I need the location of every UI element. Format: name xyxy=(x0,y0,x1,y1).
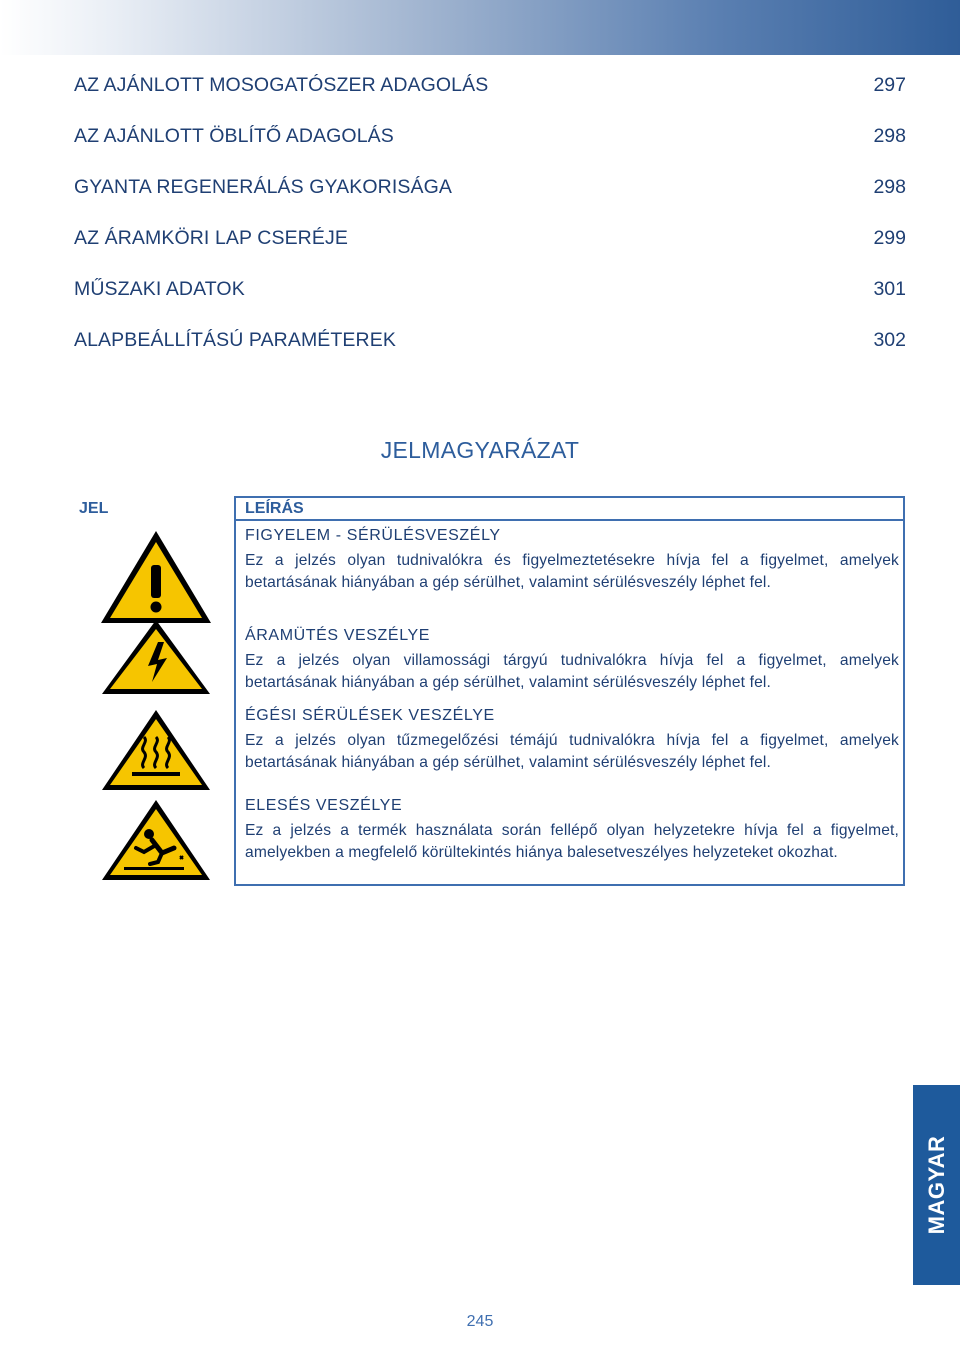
legend-entry-text: Ez a jelzés olyan tudnivalókra és figyelmeztetésekre hívja fel a figyelmet, amelyek betartásának hiányában a gép sérülhet, valamint sérülésveszély léphet fel. xyxy=(245,552,899,591)
legend-entry-title: ÉGÉSI SÉRÜLÉSEK VESZÉLYE xyxy=(245,707,495,724)
language-tab-label: MAGYAR xyxy=(923,1135,949,1235)
legend-entry xyxy=(245,797,899,864)
electric-shock-icon xyxy=(100,618,212,696)
legend-entry-text: Ez a jelzés a termék használata során fellépő olyan helyzetekre hívja fel a figyelmet, amelyekben a megfelelő körültekintés hiánya balesetveszélyes helyzeteket okozhat. xyxy=(245,822,899,861)
legend-entry xyxy=(245,707,899,774)
toc-page: 297 xyxy=(873,74,906,96)
table-of-contents xyxy=(74,60,906,366)
toc-row[interactable] xyxy=(74,264,906,315)
legend-column-symbol: JEL xyxy=(79,500,109,517)
legend-entry xyxy=(245,627,899,694)
toc-page: 301 xyxy=(873,278,906,300)
legend-entry xyxy=(245,527,899,594)
legend-entry-title: FIGYELEM - SÉRÜLÉSVESZÉLY xyxy=(245,527,501,544)
legend-entry-title: ELESÉS VESZÉLYE xyxy=(245,797,403,814)
legend-entry-text: Ez a jelzés olyan tűzmegelőzési témájú tudnivalókra hívja fel a figyelmet, amelyek betartásának hiányában a gép sérülhet, valamint sérülésveszély léphet fel. xyxy=(245,732,899,771)
toc-row[interactable] xyxy=(74,315,906,366)
toc-label: MŰSZAKI ADATOK xyxy=(74,278,245,300)
toc-label: AZ ÁRAMKÖRI LAP CSERÉJE xyxy=(74,227,348,249)
toc-row[interactable] xyxy=(74,162,906,213)
toc-row[interactable] xyxy=(74,60,906,111)
toc-label: AZ AJÁNLOTT ÖBLÍTŐ ADAGOLÁS xyxy=(74,125,394,147)
language-tab[interactable] xyxy=(913,1085,960,1285)
page-number: 245 xyxy=(466,1313,494,1330)
warning-exclamation-icon xyxy=(98,528,214,626)
toc-row[interactable] xyxy=(74,213,906,264)
slip-fall-icon xyxy=(100,798,212,882)
toc-page: 298 xyxy=(873,125,906,147)
header-gradient-bar xyxy=(0,0,960,55)
legend-column-description: LEÍRÁS xyxy=(245,500,304,517)
legend-entry-text: Ez a jelzés olyan villamossági tárgyú tudnivalókra hívja fel a figyelmet, amelyek betartásának hiányában a gép sérülhet, valamint sérülésveszély léphet fel. xyxy=(245,652,899,691)
hot-surface-icon xyxy=(100,708,212,792)
toc-page: 299 xyxy=(873,227,906,249)
legend-entry-title: ÁRAMÜTÉS VESZÉLYE xyxy=(245,627,431,644)
toc-label: AZ AJÁNLOTT MOSOGATÓSZER ADAGOLÁS xyxy=(74,74,489,96)
toc-page: 302 xyxy=(873,329,906,351)
toc-label: GYANTA REGENERÁLÁS GYAKORISÁGA xyxy=(74,176,452,198)
legend-title: JELMAGYARÁZAT xyxy=(380,437,580,463)
toc-row[interactable] xyxy=(74,111,906,162)
legend-header-divider xyxy=(236,519,903,521)
toc-label: ALAPBEÁLLÍTÁSÚ PARAMÉTEREK xyxy=(74,329,396,351)
toc-page: 298 xyxy=(873,176,906,198)
